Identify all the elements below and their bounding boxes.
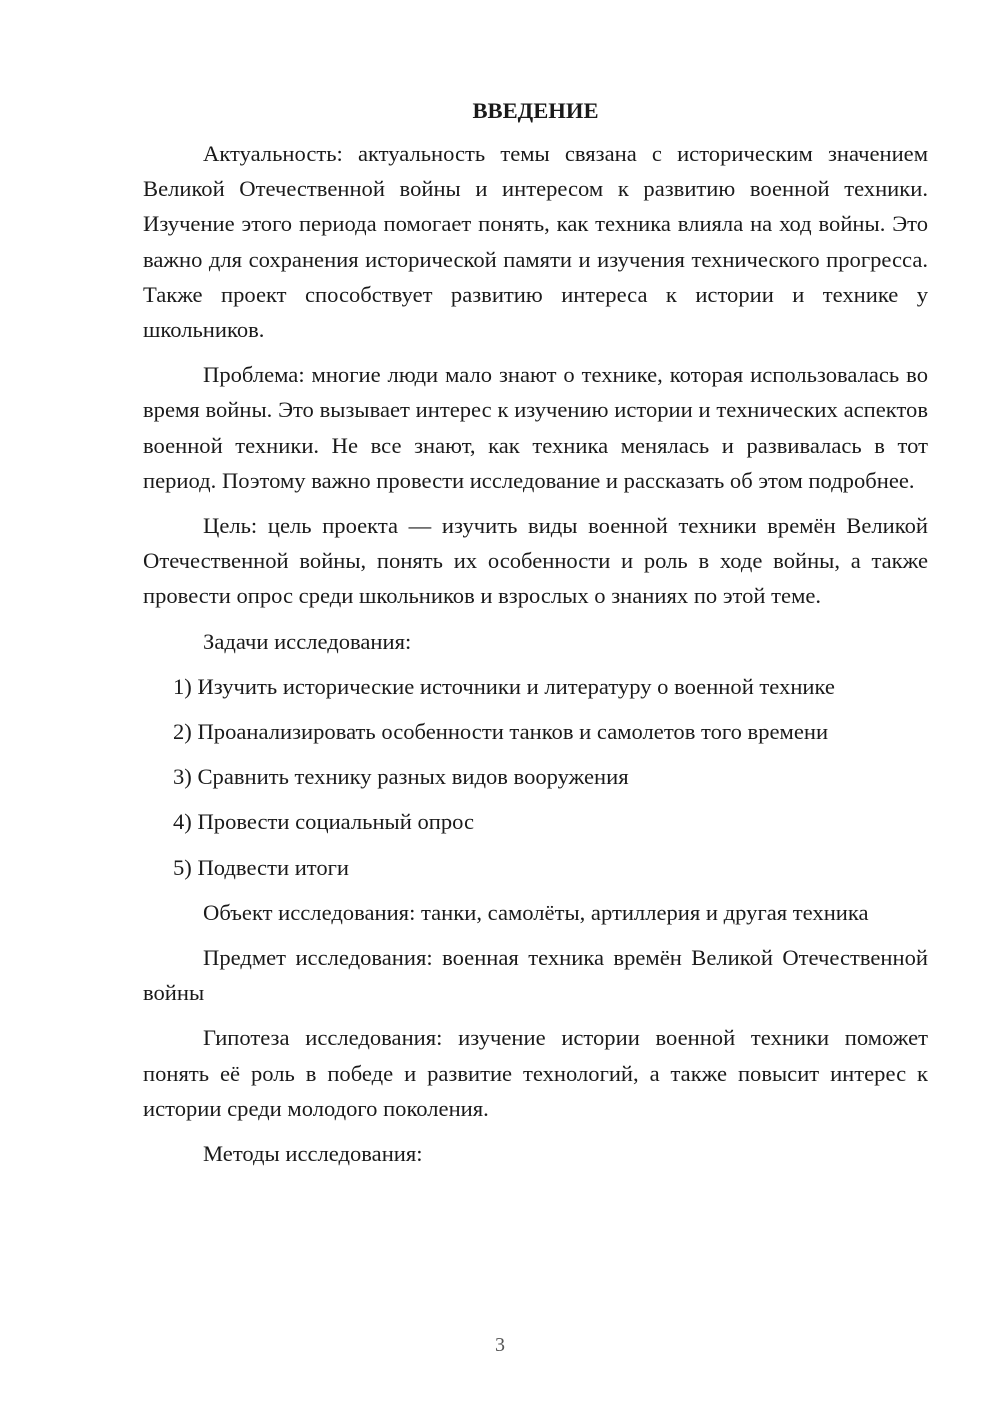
- object-paragraph: Объект исследования: танки, самолёты, артиллерия и другая техника: [203, 899, 869, 925]
- task-item-4: 4) Провести социальный опрос: [173, 809, 475, 835]
- task-item-1: 1) Изучить исторические источники и литературу о военной технике: [173, 673, 835, 699]
- section-heading: ВВЕДЕНИЕ: [472, 98, 599, 123]
- page-number: 3: [495, 1334, 505, 1356]
- tasks-heading: Задачи исследования:: [203, 628, 412, 654]
- subject-paragraph: Предмет исследования: военная техника времён Великой Отечественной войны: [143, 945, 928, 1006]
- task-item-5: 5) Подвести итоги: [173, 854, 350, 880]
- task-item-3: 3) Сравнить технику разных видов вооружения: [173, 764, 629, 790]
- relevance-paragraph: Актуальность: актуальность темы связана с историческим значением Великой Отечественной войны и интересом к развитию военной техники. Изучение этого периода помогает понять, как техника влияла на ход войны. Это важно для сохранения исторической памяти и изучения технического прогресса. Также проект способствует развитию интереса к истории и технике у школьников.: [143, 141, 928, 343]
- page-content: [143, 96, 928, 1181]
- task-item-2: 2) Проанализировать особенности танков и самолетов того времени: [173, 719, 829, 745]
- problem-paragraph: Проблема: многие люди мало знают о технике, которая использовалась во время войны. Это вызывает интерес к изучению истории и технических аспектов военной техники. Не все знают, как техника менялась и развивалась в тот период. Поэтому важно провести исследование и рассказать об этом подробнее.: [143, 362, 928, 493]
- methods-heading: Методы исследования:: [203, 1141, 423, 1167]
- hypothesis-paragraph: Гипотеза исследования: изучение истории военной техники поможет понять её роль в победе и развитие технологий, а также повысит интерес к истории среди молодого поколения.: [143, 1025, 928, 1121]
- goal-paragraph: Цель: цель проекта — изучить виды военной техники времён Великой Отечественной войны, понять их особенности и роль в ходе войны, а также провести опрос среди школьников и взрослых о знаниях по этой теме.: [143, 513, 928, 609]
